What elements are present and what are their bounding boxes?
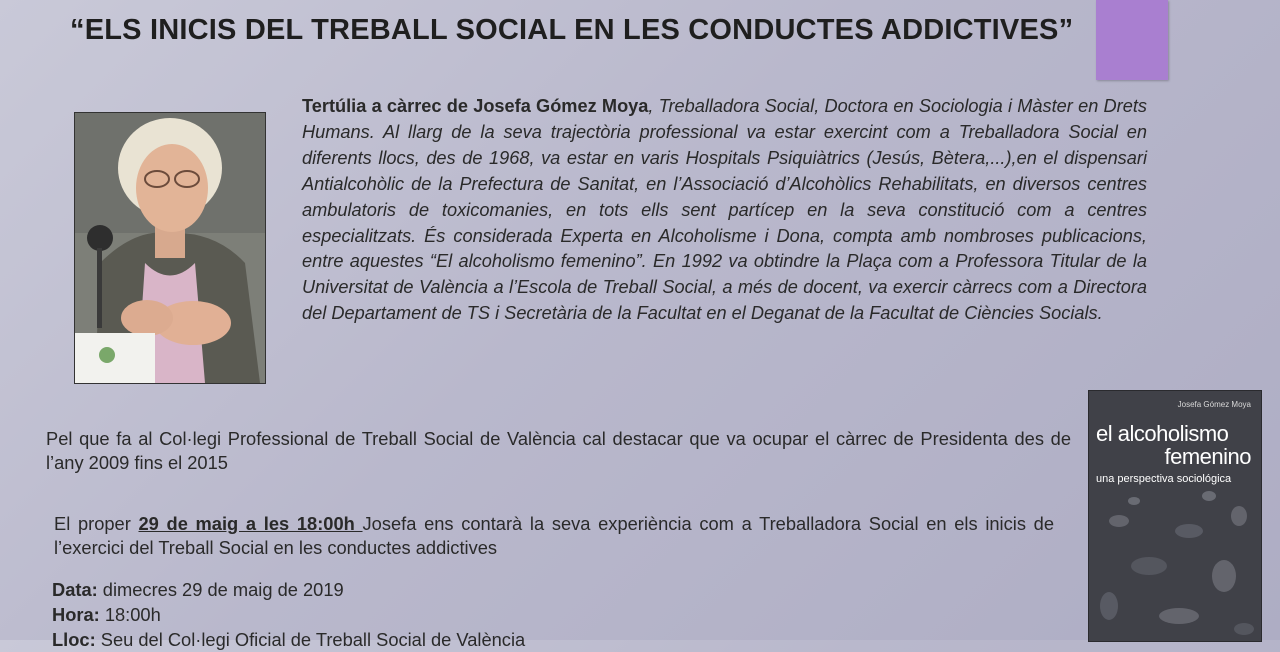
bio-text: , Treballadora Social, Doctora en Sociologia i Màster en Drets Humans. Al llarg de la seva trajectòria professional va estar exercint com a Treballadora Social en diferents llocs, des de 1968, va estar en varis Hospitals Psiquiàtrics (Jesús, Bètera,...),en el dispensari Antialcohòlic de la Prefectura de Sanitat, en l’Associació d’Alcohòlics Rehabilitats, en diversos centres ambulatoris de toxicomanies, en tots ells sent partícep en la seva constitució com a centres especialitzats. És considerada Experta en Alcoholisme i Dona, compta amb nombroses publicacions, entre aquestes “El alcoholismo femenino”. En 1992 va obtindre la Plaça com a Professora Titular de la Universitat de València a l’Escola de Treball Social, a més de docent, va exercir càrrecs com a Directora del Departament de TS i Secretària de la Facultat en el Deganat de la Facultat de Ciències Socials. [302,96,1147,324]
college-role-paragraph: Pel que fa al Col·legi Professional de Treball Social de València cal destacar que va ocupar el càrrec de Presidenta des de l’any 2009 fins el 2015 [46,428,1071,473]
event-announcement [54,512,1054,560]
place-value: Seu del Col·legi Oficial de Treball Social de València [95,629,526,650]
book-subtitle: una perspectiva sociológica [1096,473,1232,485]
book-author: Josefa Gómez Moya [1177,400,1251,409]
page-title: “ELS INICIS DEL TREBALL SOCIAL EN LES CONDUCTES ADDICTIVES” [70,14,1074,46]
date-row [52,577,952,602]
speaker-biography [302,94,1147,327]
speaker-photo [74,112,266,384]
announcement-after: Josefa ens contarà la seva experiència com a Treballadora Social en els inicis de l’exercici del Treball Social en les conductes addictives [54,513,1054,558]
bio-lead: Tertúlia a càrrec de Josefa Gómez Moya [302,96,649,116]
book-title-line2: femenino [1164,444,1251,469]
event-details [52,577,952,652]
time-value: 18:00h [99,604,161,625]
place-label: Lloc: [52,629,96,650]
time-label: Hora: [52,604,100,625]
date-value: dimecres 29 de maig de 2019 [97,579,344,600]
announcement-before: El proper [54,513,139,534]
event-date-highlight: 29 de maig a les 18:00h [138,513,363,534]
date-label: Data: [52,579,98,600]
book-title-line1: el alcoholismo [1096,421,1229,446]
time-row [52,602,952,627]
decorative-accent-box [1096,0,1168,80]
book-cover [1088,390,1262,642]
